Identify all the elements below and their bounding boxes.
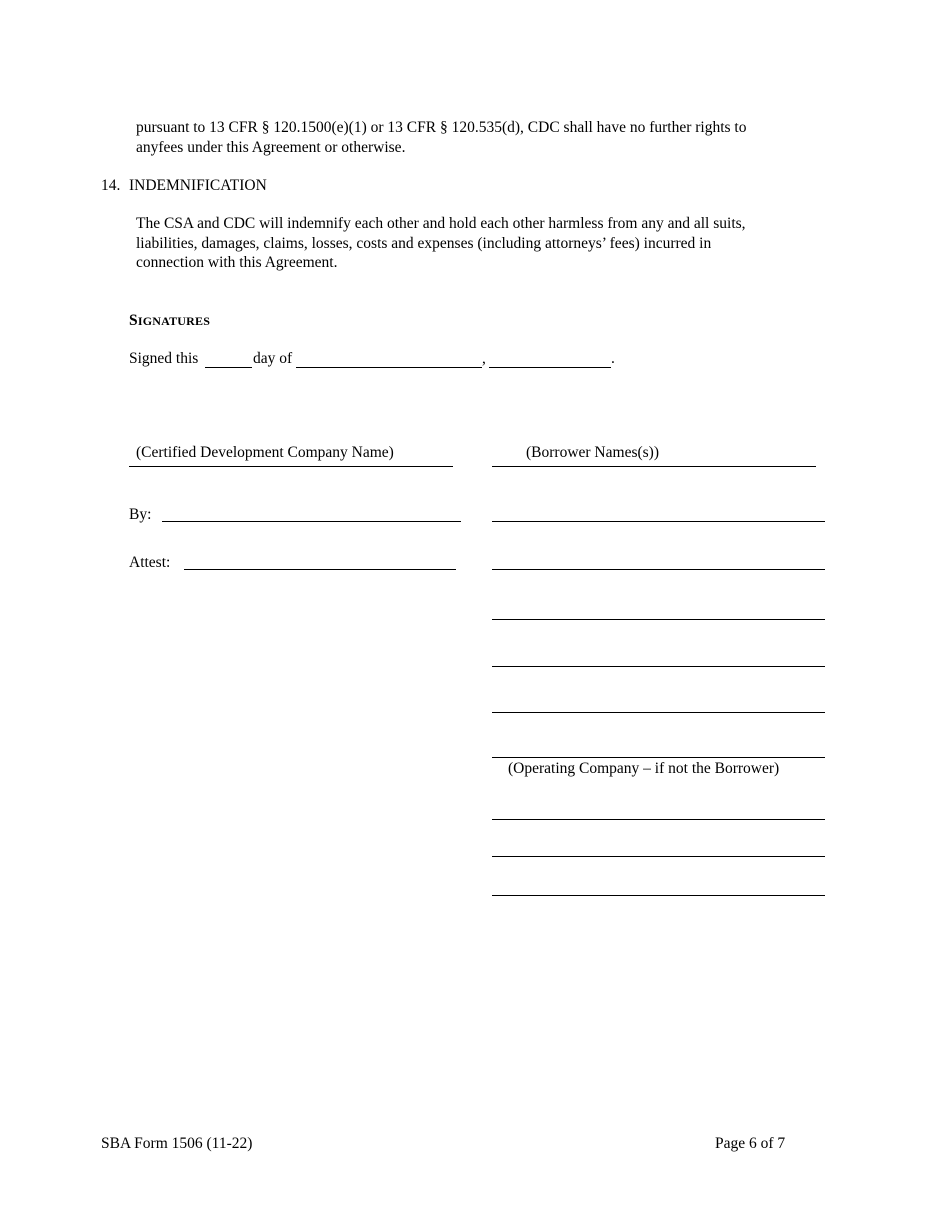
cdc-name-label: (Certified Development Company Name)	[136, 444, 394, 461]
by-signature-line[interactable]	[162, 521, 461, 522]
day-of-label: day of	[253, 350, 293, 367]
signatures-heading-rest: IGNATURES	[137, 314, 211, 328]
cdc-name-line[interactable]	[129, 466, 453, 467]
continuation-paragraph	[136, 118, 746, 157]
signatures-heading	[129, 311, 210, 331]
signatures-heading-initial: S	[129, 312, 138, 329]
day-field[interactable]	[205, 367, 252, 368]
borrower-signature-line-5[interactable]	[492, 712, 825, 713]
continuation-line-1: pursuant to 13 CFR § 120.1500(e)(1) or 13 CFR § 120.535(d), CDC shall have no further rights to	[136, 119, 747, 136]
borrower-signature-line-1[interactable]	[492, 521, 825, 522]
year-field[interactable]	[489, 367, 611, 368]
borrower-name-line[interactable]	[492, 466, 816, 467]
by-label: By:	[129, 506, 152, 523]
borrower-names-label: (Borrower Names(s))	[526, 444, 659, 461]
indemnification-line-2: liabilities, damages, claims, losses, costs and expenses (including attorneys’ fees) incurred in	[136, 234, 712, 252]
indemnification-line-3: connection with this Agreement.	[136, 254, 338, 271]
footer-form-id: SBA Form 1506 (11-22)	[101, 1135, 253, 1152]
operating-company-signature-line-2[interactable]	[492, 856, 825, 857]
continuation-line-2: anyfees under this Agreement or otherwise.	[136, 138, 406, 156]
operating-company-label: (Operating Company – if not the Borrower)	[508, 760, 780, 777]
operating-company-signature-line-3[interactable]	[492, 895, 825, 896]
borrower-signature-line-2[interactable]	[492, 569, 825, 570]
month-field[interactable]	[296, 367, 482, 368]
operating-company-name-line[interactable]	[492, 757, 825, 758]
indemnification-paragraph	[136, 214, 746, 273]
borrower-signature-line-3[interactable]	[492, 619, 825, 620]
section-14-heading: INDEMNIFICATION	[129, 177, 267, 194]
operating-company-signature-line-1[interactable]	[492, 819, 825, 820]
date-period: .	[611, 350, 615, 367]
section-14-number: 14.	[101, 177, 121, 194]
attest-label: Attest:	[129, 554, 171, 571]
indemnification-line-1: The CSA and CDC will indemnify each other and hold each other harmless from any and all suits,	[136, 215, 746, 232]
date-comma: ,	[482, 350, 486, 367]
signed-this-label: Signed this	[129, 350, 199, 367]
attest-signature-line[interactable]	[184, 569, 456, 570]
footer-page-number: Page 6 of 7	[715, 1135, 786, 1152]
borrower-signature-line-4[interactable]	[492, 666, 825, 667]
